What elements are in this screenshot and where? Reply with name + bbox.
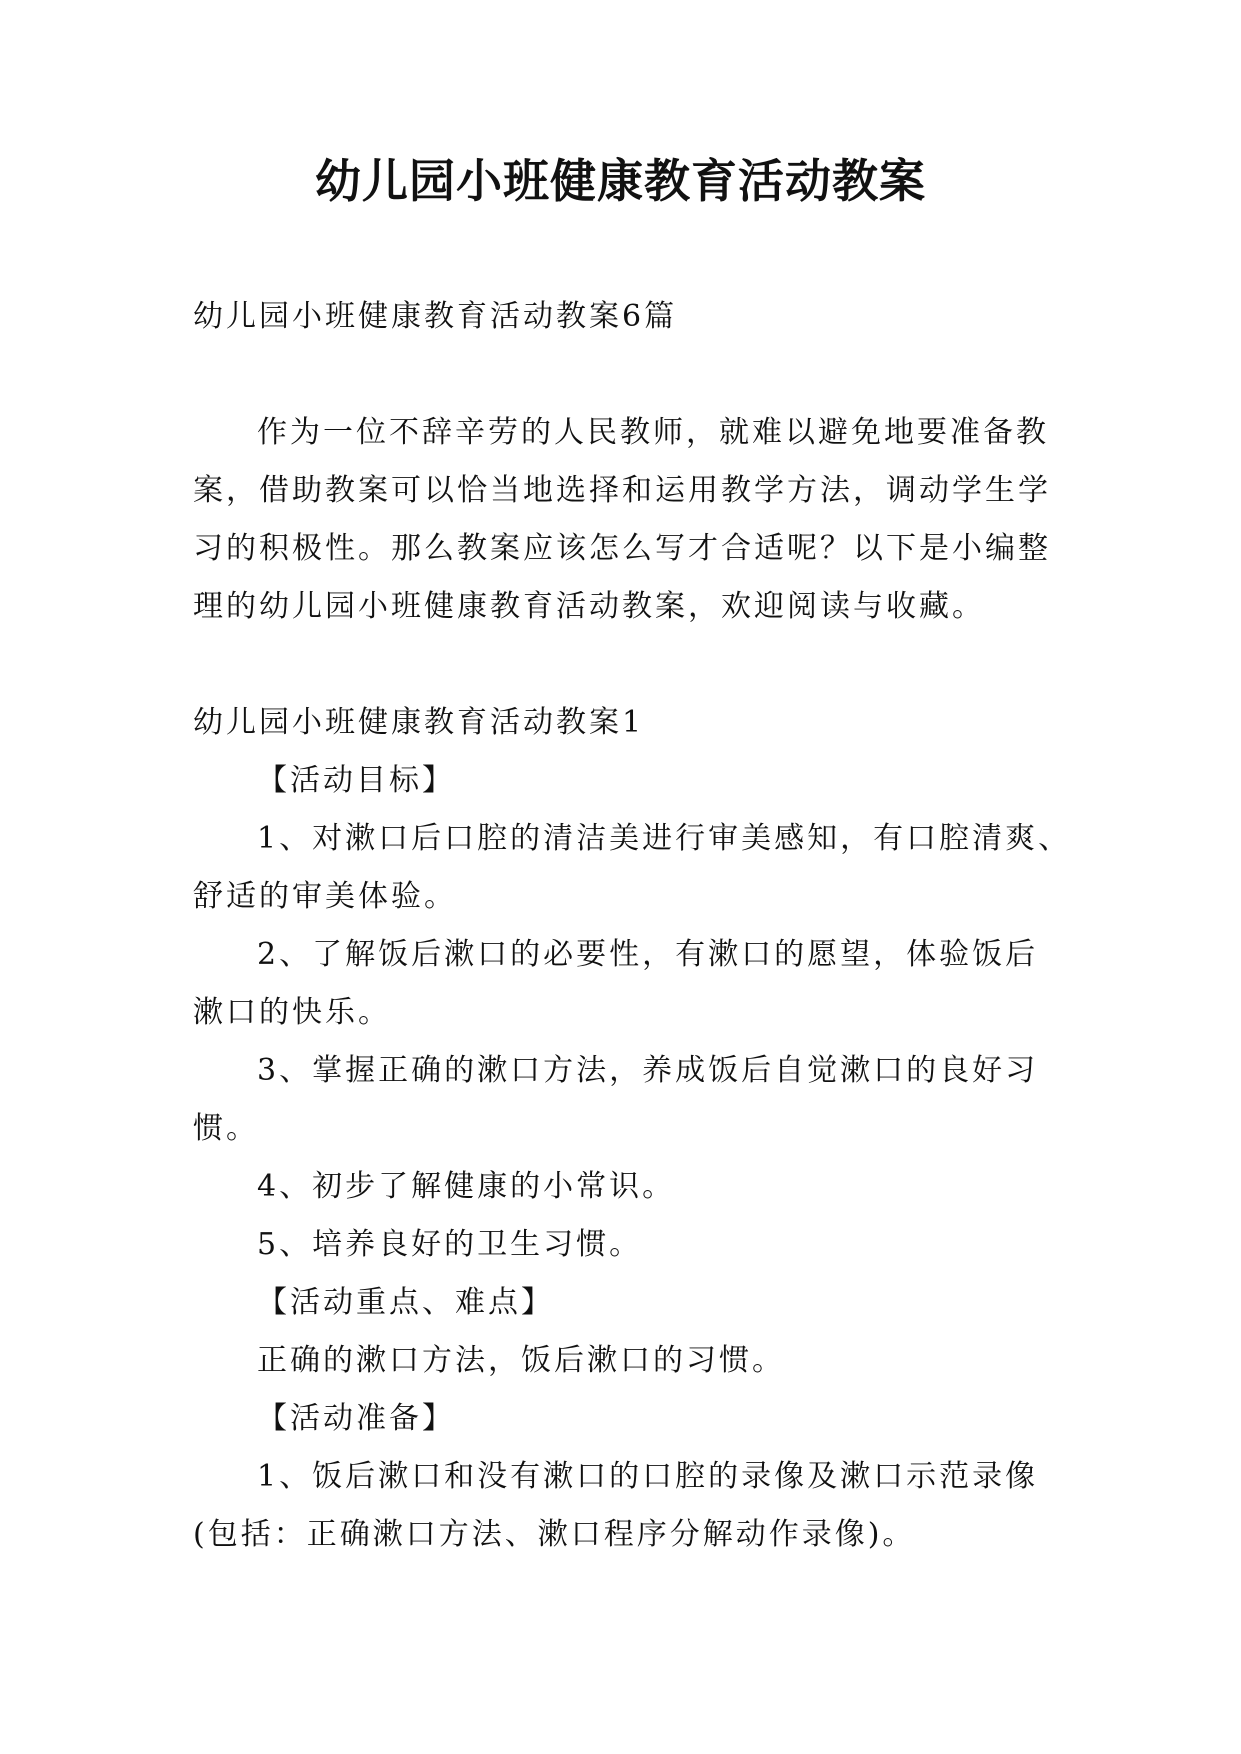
key-text: 正确的漱口方法，饭后漱口的习惯。 — [257, 1343, 785, 1378]
section-title: 幼儿园小班健康教育活动教案1 — [193, 705, 645, 740]
intro-line-4: 理的幼儿园小班健康教育活动教案，欢迎阅读与收藏。 — [193, 589, 985, 624]
goal-3-line-2: 惯。 — [193, 1111, 259, 1146]
prep-heading: 【活动准备】 — [257, 1401, 455, 1436]
key-heading: 【活动重点、难点】 — [257, 1285, 554, 1320]
prep-1-line-2: (包括：正确漱口方法、漱口程序分解动作录像)。 — [193, 1517, 916, 1552]
goal-2-line-2: 漱口的快乐。 — [193, 995, 391, 1030]
document-title: 幼儿园小班健康教育活动教案 — [315, 154, 926, 208]
goal-3-line-1: 3、掌握正确的漱口方法，养成饭后自觉漱口的良好习 — [257, 1053, 1039, 1088]
document-body — [193, 288, 1072, 1564]
document-subtitle: 幼儿园小班健康教育活动教案6篇 — [193, 299, 678, 334]
intro-line-1: 作为一位不辞辛劳的人民教师，就难以避免地要准备教 — [257, 415, 1049, 450]
goal-1-line-1: 1、对漱口后口腔的清洁美进行审美感知，有口腔清爽、 — [257, 821, 1072, 856]
goals-heading: 【活动目标】 — [257, 763, 455, 798]
intro-line-2: 案，借助教案可以恰当地选择和运用教学方法，调动学生学 — [193, 473, 1051, 508]
intro-line-3: 习的积极性。那么教案应该怎么写才合适呢？以下是小编整 — [193, 531, 1051, 566]
prep-1-line-1: 1、饭后漱口和没有漱口的口腔的录像及漱口示范录像 — [257, 1459, 1039, 1494]
goal-2-line-1: 2、了解饭后漱口的必要性，有漱口的愿望，体验饭后 — [257, 937, 1039, 972]
goal-1-line-2: 舒适的审美体验。 — [193, 879, 457, 914]
goal-5: 5、培养良好的卫生习惯。 — [257, 1227, 643, 1262]
goal-4: 4、初步了解健康的小常识。 — [257, 1169, 676, 1204]
